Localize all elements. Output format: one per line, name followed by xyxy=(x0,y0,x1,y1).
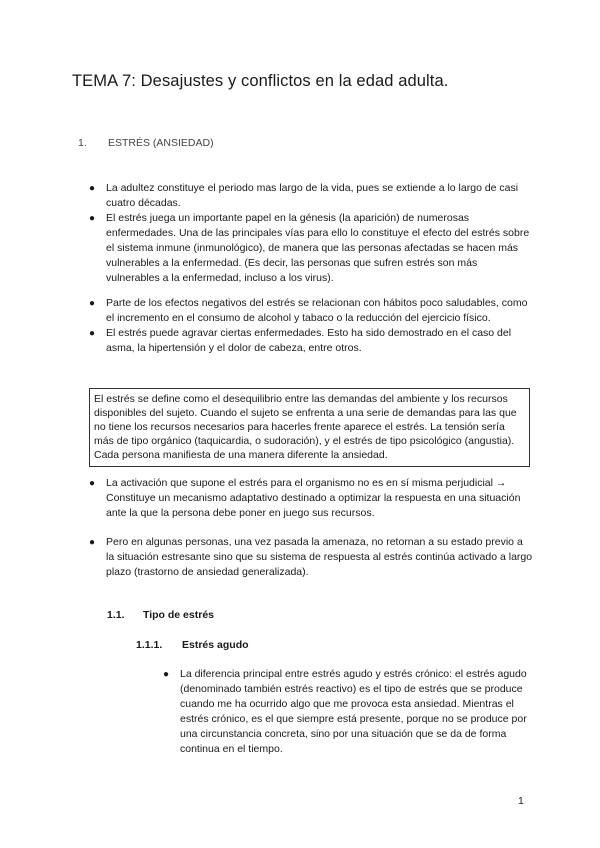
list-item-text: El estrés juega un importante papel en la génesis (la aparición) de numerosas enfermedades. Una de las principales vías para ello lo constituye el efecto del estrés sobre el sistema inmune (inmunológico), de manera que las personas afectadas se hacen más vulnerables a la enfermedad. (Es decir, las personas que sufren estrés son más vulnerables a la enfermedad, incluso a los virus). xyxy=(106,212,530,284)
bullet-list-chronic xyxy=(89,535,533,580)
section-number: 1.1.1. xyxy=(136,639,163,651)
section-number: 1.1. xyxy=(107,609,125,621)
definition-box: El estrés se define como el desequilibrio entre las demandas del ambiente y los recursos disponibles del sujeto. Cuando el sujeto se enfrenta a una serie de demandas para las que no tiene los recursos necesarios para hacerles frente aparece el estrés. La tensión sería más de tipo orgánico (taquicardia, o sudoración), y el estrés de tipo psicológico (angustia). Cada persona manifiesta de una manera diferente la ansiedad. xyxy=(89,388,530,467)
list-item-text: La adultez constituye el periodo mas largo de la vida, pues se extiende a lo largo de casi cuatro décadas. xyxy=(106,182,519,209)
section-title: Tipo de estrés xyxy=(143,609,214,621)
section-number: 1. xyxy=(78,137,87,149)
list-item xyxy=(163,667,535,757)
list-item xyxy=(89,211,533,286)
bullet-list-intro xyxy=(89,181,533,286)
section-heading-1 xyxy=(78,137,214,149)
bullet-list-acute xyxy=(163,667,535,757)
list-item-text: La diferencia principal entre estrés agudo y estrés crónico: el estrés agudo (denominado también estrés reactivo) es el tipo de estrés que se produce cuando me ha ocurrido algo que me provoca esta ansiedad. Mientras el estrés crónico, es el que siempre está presente, porque no se produce por una circunstancia concreta, sino por una situación que se da de forma continua en el tiempo. xyxy=(180,668,527,755)
bullet-icon: ● xyxy=(89,298,96,309)
list-item-text: La activación que supone el estrés para el organismo no es en sí misma perjudicial → Constituye un mecanismo adaptativo destinado a optimizar la respuesta en una situación ante la que la persona debe poner en juego sus recursos. xyxy=(106,477,521,519)
list-item xyxy=(89,296,533,326)
bullet-list-activation xyxy=(89,476,533,521)
section-title: ESTRÉS (ANSIEDAD) xyxy=(108,137,214,149)
section-title: Estrés agudo xyxy=(182,639,249,651)
section-heading-1-1 xyxy=(107,609,214,621)
page-title: TEMA 7: Desajustes y conflictos en la edad adulta. xyxy=(72,72,449,90)
list-item-text: Pero en algunas personas, una vez pasada la amenaza, no retornan a su estado previo a la situación estresante sino que su sistema de respuesta al estrés continúa activado a largo plazo (trastorno de ansiedad generalizada). xyxy=(106,536,533,578)
bullet-icon: ● xyxy=(89,328,96,339)
bullet-icon: ● xyxy=(89,213,96,224)
bullet-icon: ● xyxy=(89,537,96,548)
list-item xyxy=(89,326,533,356)
list-item xyxy=(89,476,533,521)
bullet-icon: ● xyxy=(89,183,96,194)
bullet-icon: ● xyxy=(89,478,96,489)
list-item-text: El estrés puede agravar ciertas enfermedades. Esto ha sido demostrado en el caso del asma, la hipertensión y el dolor de cabeza, entre otros. xyxy=(106,327,512,354)
section-heading-1-1-1 xyxy=(136,639,249,651)
list-item xyxy=(89,181,533,211)
page-number: 1 xyxy=(518,795,524,807)
bullet-list-effects xyxy=(89,296,533,356)
bullet-icon: ● xyxy=(163,669,170,680)
list-item-text: Parte de los efectos negativos del estrés se relacionan con hábitos poco saludables, como el incremento en el consumo de alcohol y tabaco o la reducción del ejercicio físico. xyxy=(106,297,528,324)
list-item xyxy=(89,535,533,580)
